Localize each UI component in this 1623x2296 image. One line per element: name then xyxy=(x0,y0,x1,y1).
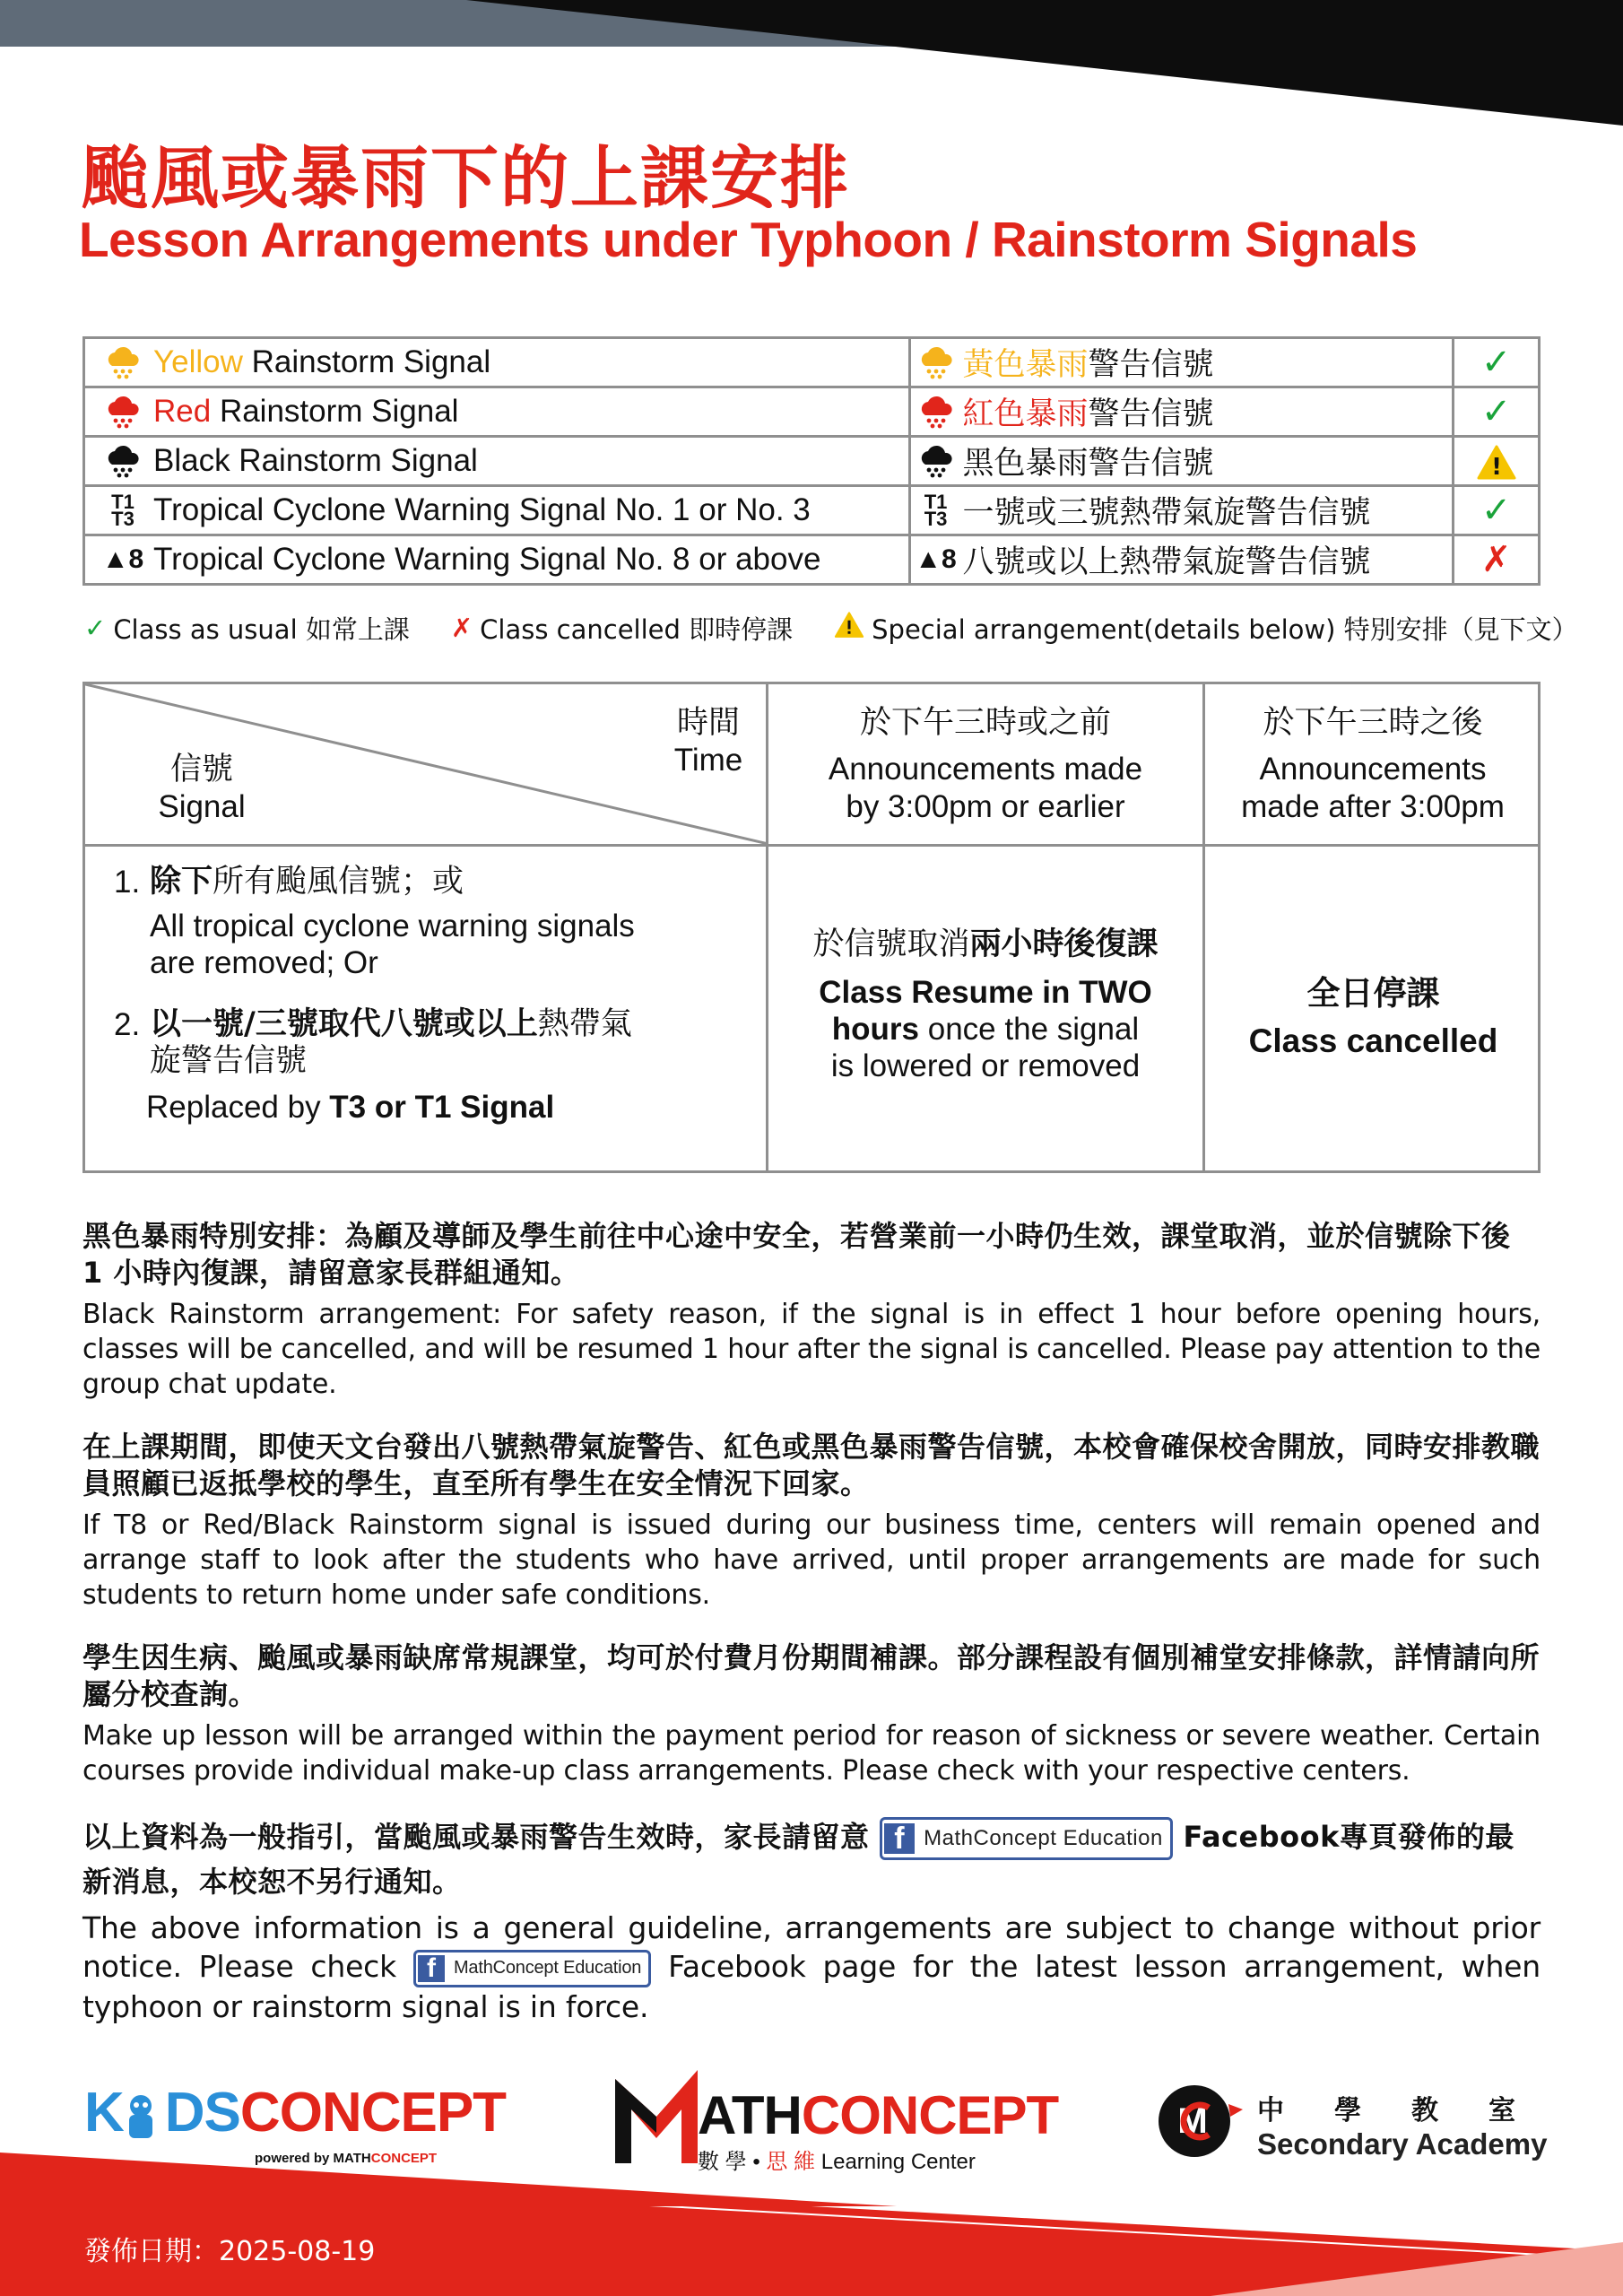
signal-en-color-word: Yellow xyxy=(153,344,243,379)
status-warning-icon xyxy=(1454,437,1540,486)
status-legend xyxy=(84,610,1619,646)
signal-zh-label: 警告信號 xyxy=(1088,396,1214,432)
kidsconcept-logo: K DSCONCEPT powered by MATHCONCEPT xyxy=(84,2082,507,2166)
notes-section xyxy=(82,1218,1541,2053)
signal-en-label: Rainstorm Signal xyxy=(242,344,491,379)
mc-circle-icon xyxy=(1157,2081,1246,2161)
status-check-mark: ✓ xyxy=(1454,486,1540,535)
t8-signal-icon: ▲8 xyxy=(915,544,957,574)
svg-text:!: ! xyxy=(1490,454,1502,481)
signal-row-t1-t3 xyxy=(84,486,1540,535)
black-rainstorm-icon xyxy=(918,443,954,479)
signal-zh-label: 八號或以上熱帶氣旋警告信號 xyxy=(962,544,1371,580)
column-header-before-3pm: 於下午三時或之前 Announcements made by 3:00pm or earlier xyxy=(828,705,1143,824)
before-3pm-arrangement: 於信號取消兩小時後復課 Class Resume in TWO hours once the signal is lowered or removed xyxy=(812,926,1159,1083)
status-cross-mark: ✗ xyxy=(1454,535,1540,585)
note-black-rainstorm: 黑色暴雨特別安排：為顧及導師及學生前往中心途中安全，若營業前一小時仍生效，課堂取消，並於信號除下後 1 小時內復課，請留意家長群組通知。 Black Rainstorm arrangement: For safety reason, if the signal is in effect 1 hour before opening hours, classes will be cancelled, and will be resumed 1 hour after the signal is cancelled. Please pay attention to the group chat update. xyxy=(82,1219,1541,1400)
mathconcept-logo: ATHCONCEPT 數 學 • 思 維 Learning Center xyxy=(615,2070,698,2167)
signal-row-yellow xyxy=(84,338,1540,387)
facebook-icon: f xyxy=(884,1823,915,1854)
status-check-mark: ✓ xyxy=(1454,387,1540,437)
signal-en-label: Black Rainstorm Signal xyxy=(153,443,478,478)
status-check-mark: ✓ xyxy=(1454,338,1540,387)
condition-1: 1. 除下所有颱風信號；或 All tropical cyclone warning signals are removed; Or xyxy=(114,864,635,980)
corner-signal-label: 信號 Signal xyxy=(158,752,246,824)
yellow-rainstorm-icon xyxy=(918,344,954,380)
yellow-rainstorm-icon xyxy=(105,344,141,380)
facebook-page-link[interactable]: f MathConcept Education xyxy=(880,1817,1173,1860)
signal-zh-label: 黑色暴雨警告信號 xyxy=(962,446,1214,482)
signal-en-label: Rainstorm Signal xyxy=(211,394,459,429)
signal-row-red xyxy=(84,387,1540,437)
t1-t3-signal-icon: T1 T3 xyxy=(111,491,135,530)
corner-time-label: 時間 Time xyxy=(673,705,743,778)
warning-icon xyxy=(834,612,864,645)
svg-text:M: M xyxy=(1177,2101,1208,2141)
legend-cancelled: ✗ Class cancelled 即時停課 xyxy=(450,613,794,645)
after-3pm-arrangement: 全日停課 Class cancelled xyxy=(1248,974,1498,1059)
signal-status-table xyxy=(82,336,1541,586)
signal-zh-color-word: 紅色暴雨 xyxy=(962,396,1089,432)
legend-usual: ✓ Class as usual 如常上課 xyxy=(84,613,410,645)
red-rainstorm-icon xyxy=(105,394,141,430)
arrangement-table xyxy=(82,682,1541,1173)
black-rainstorm-icon xyxy=(105,443,141,479)
signal-en-color-word: Red xyxy=(153,394,212,429)
secondary-academy-logo: M 中學教室 Secondary Academy xyxy=(1157,2081,1246,2165)
signal-zh-label: 一號或三號熱帶氣旋警告信號 xyxy=(962,495,1371,531)
t8-signal-icon: ▲8 xyxy=(101,544,144,574)
cross-mark-icon: ✗ xyxy=(450,613,473,643)
condition-2: 2. 以一號/三號取代八號或以上熱帶氣 旋警告信號 xyxy=(114,1006,632,1079)
resume-conditions: 1. 除下所有颱風信號；或 All tropical cyclone warning signals are removed; Or 2. 以一號/三號取代八號或以上熱帶氣 旋警告信號 Replaced by T3 or T1 Signal xyxy=(114,864,759,1126)
signal-zh-label: 警告信號 xyxy=(1088,347,1214,383)
check-mark-icon: ✓ xyxy=(84,613,107,643)
signal-row-t8 xyxy=(84,535,1540,585)
red-rainstorm-icon xyxy=(918,394,954,430)
publish-date: 發佈日期：2025-08-19 xyxy=(84,2236,376,2267)
facebook-icon: f xyxy=(418,1955,445,1982)
facebook-page-link[interactable]: f MathConcept Education xyxy=(413,1950,651,1987)
kidsconcept-mascot-icon xyxy=(120,2090,161,2144)
signal-row-black xyxy=(84,437,1540,486)
signal-en-label: Tropical Cyclone Warning Signal No. 1 or No. 3 xyxy=(153,492,811,527)
mathconcept-m-icon xyxy=(615,2070,698,2163)
note-makeup-lesson: 學生因生病、颱風或暴雨缺席常規課堂，均可於付費月份期間補課。部分課程設有個別補堂安排條款，詳情請向所屬分校查詢。 Make up lesson will be arranged within the payment period for reason of sickness or severe weather. Certain courses provide individual make-up class arrangements. Please check with your respective centers. xyxy=(82,1640,1541,1787)
signal-en-label: Tropical Cyclone Warning Signal No. 8 or above xyxy=(153,542,821,577)
brand-logos xyxy=(0,2063,1623,2174)
note-general-guideline: 以上資料為一般指引，當颱風或暴雨警告生效時，家長請留意 f MathConcept Education Facebook專頁發佈的最新消息，本校恕不另行通知。 The above information is a general guideline, arrangements are subject to change without prior notice. Please check f MathConcept Education Facebook page for the latest lesson arrangement, when typhoon or rainstorm signal is in force. xyxy=(82,1815,1541,2026)
column-header-after-3pm: 於下午三時之後 Announcements made after 3:00pm xyxy=(1241,705,1505,824)
top-decorative-band xyxy=(0,0,1623,126)
t1-t3-signal-icon: T1 T3 xyxy=(924,491,948,530)
note-t8-during-class: 在上課期間，即使天文台發出八號熱帶氣旋警告、紅色或黑色暴雨警告信號，本校會確保校舍開放，同時安排教職員照顧已返抵學校的學生，直至所有學生在安全情況下回家。 If T8 or Red/Black Rainstorm signal is issued during our business time, centers will remain opened and arrange staff to look after the students who have arrived, until proper arrangements are made for such students to return home under safe conditions. xyxy=(82,1430,1541,1611)
page-title-en: Lesson Arrangements under Typhoon / Rainstorm Signals xyxy=(79,212,1418,267)
legend-special: Special arrangement(details below) 特別安排（見下文） xyxy=(834,610,1578,647)
signal-zh-color-word: 黃色暴雨 xyxy=(962,347,1089,383)
page-title-zh: 颱風或暴雨下的上課安排 xyxy=(81,138,850,218)
